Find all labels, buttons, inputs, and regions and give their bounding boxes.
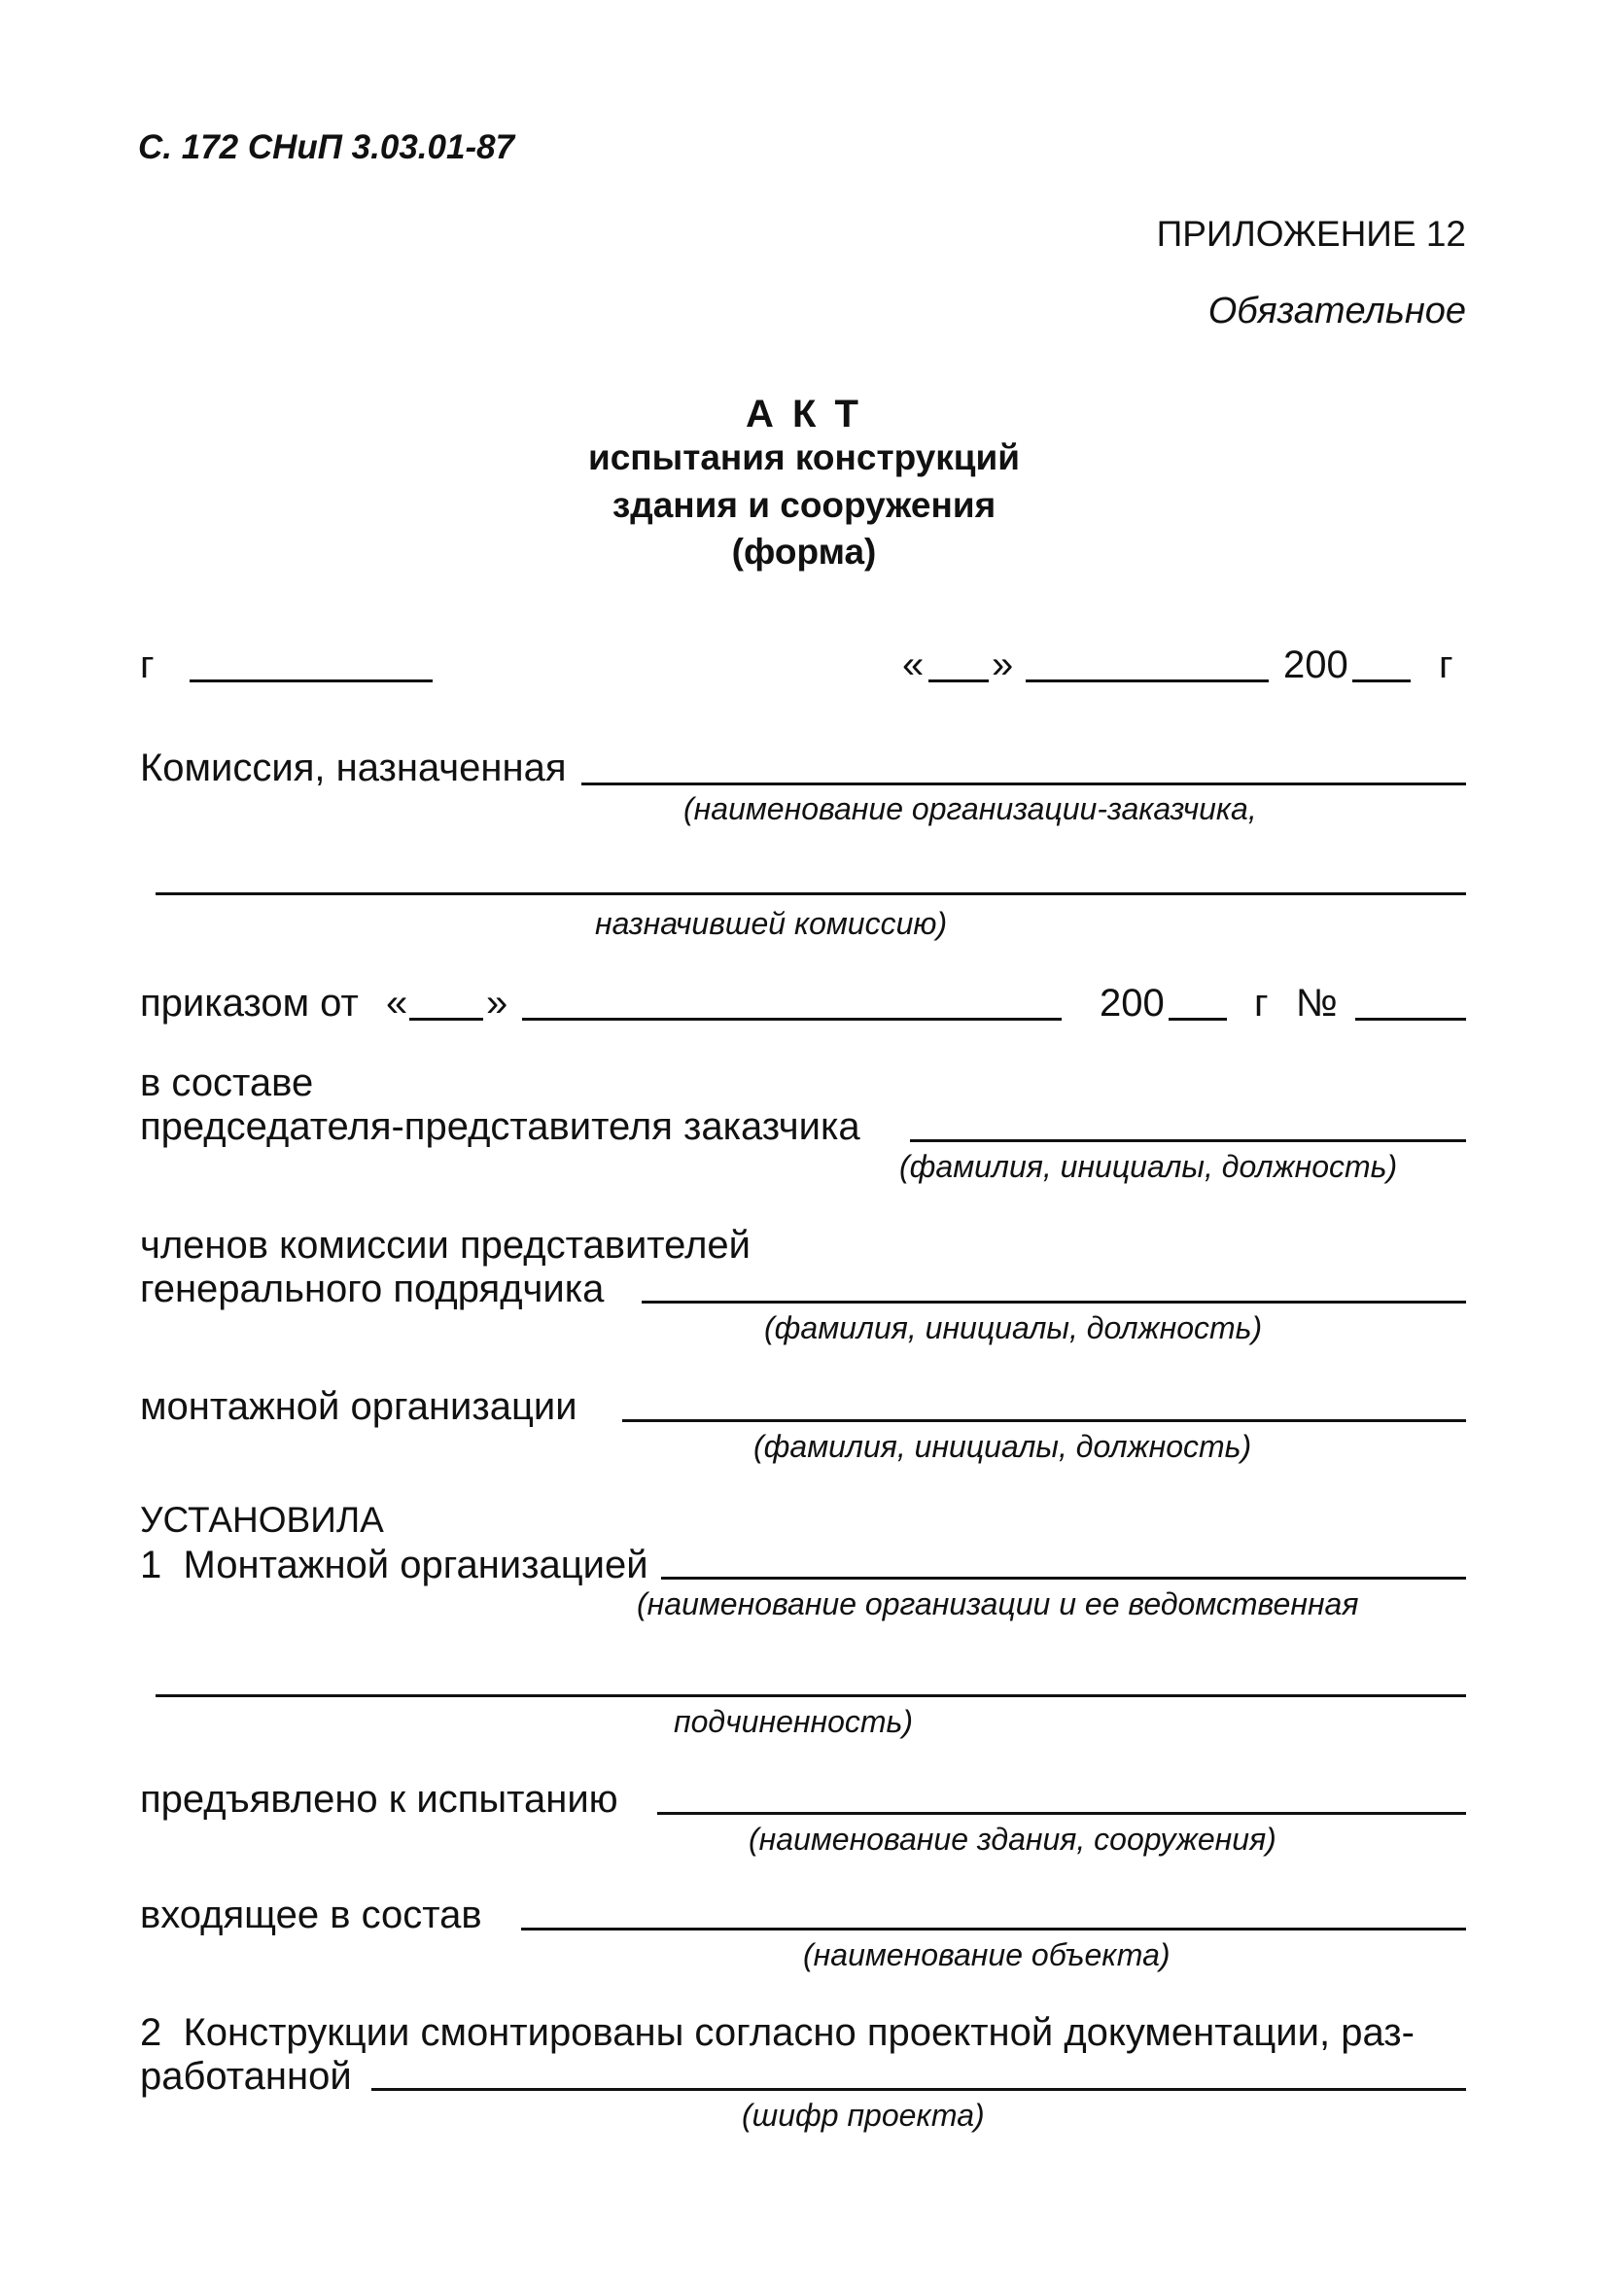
document-title-line3: здания и сооружения xyxy=(612,485,996,525)
order-month-field[interactable] xyxy=(522,1018,1062,1021)
general-contractor-caption: (фамилия, инициалы, должность) xyxy=(764,1310,1263,1345)
part-of-caption: (наименование объекта) xyxy=(803,1937,1171,1972)
year-field[interactable] xyxy=(1352,679,1411,682)
month-field[interactable] xyxy=(1026,679,1269,682)
order-day-field[interactable] xyxy=(409,1018,483,1021)
composition-label: в составе xyxy=(140,1061,314,1104)
document-title-line2: испытания конструкций xyxy=(587,437,1021,477)
appendix-status: Обязательное xyxy=(1207,291,1466,331)
day-quote-open: « xyxy=(902,644,925,686)
commission-field-continued[interactable] xyxy=(156,892,1466,895)
general-contractor-label: генерального подрядчика xyxy=(140,1268,605,1310)
order-year-suffix: г xyxy=(1254,982,1269,1025)
chairman-caption: (фамилия, инициалы, должность) xyxy=(899,1149,1398,1184)
item1-label: 1 Монтажной организацией xyxy=(140,1544,648,1586)
established-label: УСТАНОВИЛА xyxy=(140,1500,384,1540)
part-of-label: входящее в состав xyxy=(140,1894,482,1936)
item2-text: 2 Конструкции смонтированы согласно проектной документации, раз- xyxy=(140,2011,1415,2054)
city-field[interactable] xyxy=(190,679,433,682)
commission-label: Комиссия, назначенная xyxy=(140,747,567,789)
document-title: А К Т xyxy=(746,393,862,435)
members-label: членов комиссии представителей xyxy=(140,1224,752,1267)
order-quote-close: » xyxy=(486,982,508,1025)
city-prefix: г xyxy=(140,644,155,686)
item1-field[interactable] xyxy=(661,1577,1466,1580)
year-suffix: г xyxy=(1439,644,1453,686)
chairman-field[interactable] xyxy=(910,1139,1466,1142)
document-title-line4: (форма) xyxy=(731,532,877,572)
item1-caption-continued: подчиненность) xyxy=(674,1704,914,1739)
day-quote-close: » xyxy=(992,644,1014,686)
year-prefix: 200 xyxy=(1283,644,1348,686)
presented-field[interactable] xyxy=(657,1812,1466,1815)
project-code-caption: (шифр проекта) xyxy=(742,2098,985,2133)
item2-text-continued: работанной xyxy=(140,2055,352,2098)
item1-field-continued[interactable] xyxy=(156,1694,1466,1697)
commission-field[interactable] xyxy=(581,783,1466,785)
page-reference: С. 172 СНиП 3.03.01-87 xyxy=(138,128,515,166)
general-contractor-field[interactable] xyxy=(642,1301,1466,1304)
item1-caption: (наименование организации и ее ведомственная xyxy=(637,1586,1359,1621)
order-number-field[interactable] xyxy=(1355,1018,1466,1021)
assembly-org-caption: (фамилия, инициалы, должность) xyxy=(753,1429,1252,1464)
project-code-field[interactable] xyxy=(371,2088,1466,2091)
assembly-org-label: монтажной организации xyxy=(140,1385,577,1428)
number-sign: № xyxy=(1296,982,1338,1025)
order-quote-open: « xyxy=(386,982,408,1025)
appendix-label: ПРИЛОЖЕНИЕ 12 xyxy=(1156,214,1466,254)
order-year-field[interactable] xyxy=(1169,1018,1227,1021)
presented-label: предъявлено к испытанию xyxy=(140,1778,618,1821)
day-field[interactable] xyxy=(928,679,989,682)
presented-caption: (наименование здания, сооружения) xyxy=(749,1822,1276,1857)
commission-caption: (наименование организации-заказчика, xyxy=(683,791,1257,826)
part-of-field[interactable] xyxy=(521,1928,1466,1931)
order-year-prefix: 200 xyxy=(1100,982,1165,1025)
chairman-label: председателя-представителя заказчика xyxy=(140,1105,860,1148)
commission-caption-continued: назначившей комиссию) xyxy=(595,906,948,941)
order-label: приказом от xyxy=(140,982,359,1025)
assembly-org-field[interactable] xyxy=(622,1419,1466,1422)
